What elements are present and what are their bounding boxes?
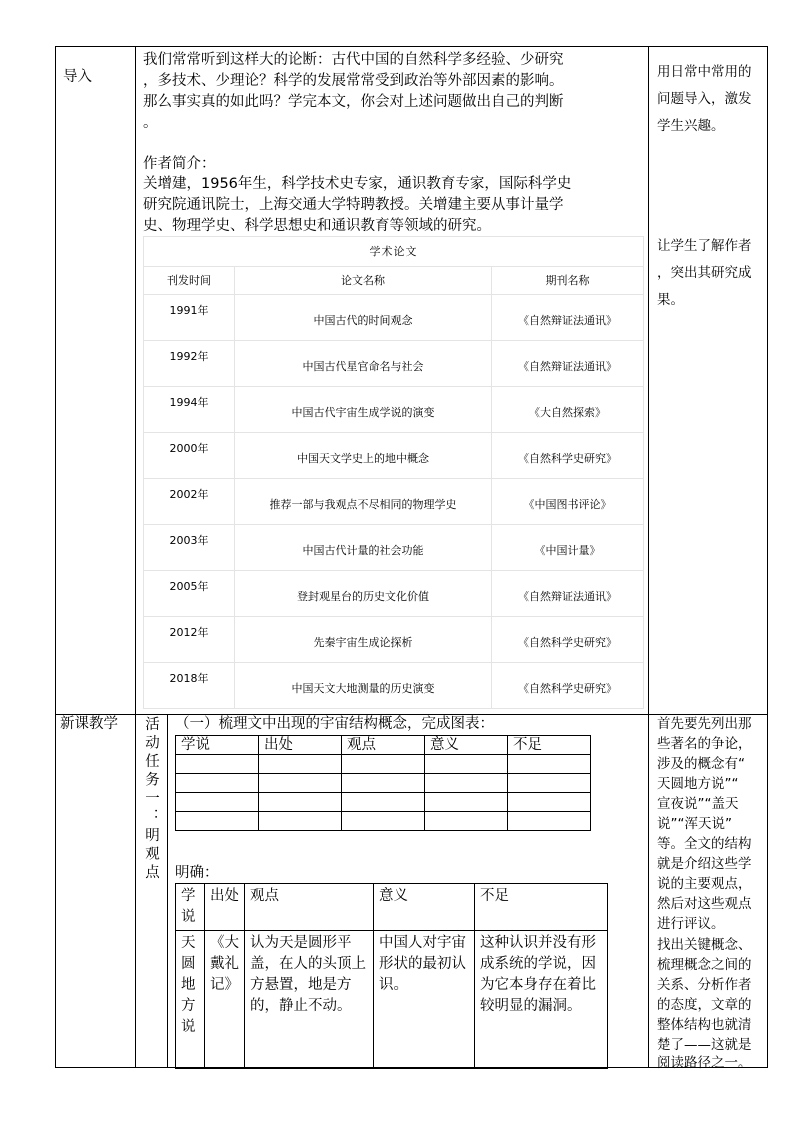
table-row [144, 295, 644, 341]
answer-table [175, 883, 608, 1069]
paper-title: 中国古代宇宙生成学说的演变 [291, 406, 435, 419]
intro-line: 我们常常听到这样大的论断：古代中国的自然科学多经验、少研究 [143, 52, 564, 68]
paper-title: 中国天文大地测量的历史演变 [291, 682, 435, 695]
papers-header: 期刊名称 [492, 267, 644, 295]
paper-title: 中国古代星官命名与社会 [302, 360, 424, 373]
grid-cell[interactable] [176, 774, 259, 793]
grid-cell[interactable] [425, 774, 508, 793]
paper-title: 先秦宇宙生成论探析 [313, 636, 413, 649]
note-line: 就是介绍这些学 [657, 856, 752, 872]
paper-year: 1992年 [169, 350, 209, 363]
frame-activity-col [167, 714, 168, 1068]
paper-journal: 《自然辩证法通讯》 [518, 590, 617, 603]
paper-journal: 《中国图书评论》 [523, 498, 612, 511]
grid-cell[interactable] [508, 812, 591, 831]
note-line: 阅读路径之一。 [657, 1055, 752, 1071]
table-row [144, 617, 644, 663]
table-row [144, 341, 644, 387]
answer-header: 学说 [176, 884, 205, 931]
grid-header: 学说 [176, 736, 259, 755]
note-line: 问题导入，激发 [657, 91, 752, 107]
frame-col-note [648, 46, 649, 1068]
grid-cell[interactable] [425, 755, 508, 774]
note-line: 楚了——这就是 [657, 1037, 752, 1053]
papers-header: 论文名称 [235, 267, 492, 295]
paper-journal: 《自然科学史研究》 [518, 452, 617, 465]
note-line: 些著名的争论， [657, 736, 752, 752]
grid-cell[interactable] [425, 812, 508, 831]
paper-journal: 《自然辩证法通讯》 [518, 360, 617, 373]
grid-cell[interactable] [176, 755, 259, 774]
clarify-label: 明确： [175, 865, 219, 881]
grid-header: 不足 [508, 736, 591, 755]
table-row [176, 931, 608, 1069]
paper-title: 中国古代计量的社会功能 [302, 544, 424, 557]
papers-caption: 学术论文 [144, 237, 644, 267]
answer-theory: 天圆地方说 [176, 931, 205, 1069]
intro-line: 那么事实真的如此吗？学完本文，你会对上述问题做出自己的判断 [143, 94, 564, 110]
author-line: 关增建，1956年生，科学技术史专家，通识教育专家，国际科学史 [143, 176, 572, 192]
paper-journal: 《中国计量》 [534, 544, 601, 557]
paper-year: 1994年 [169, 396, 209, 409]
paper-journal: 《自然科学史研究》 [518, 682, 617, 695]
frame-col1 [135, 46, 136, 1068]
note-line: 果。 [657, 292, 684, 308]
note-line: ，突出其研究成 [657, 265, 752, 281]
grid-header: 观点 [342, 736, 425, 755]
author-line: 研究院通讯院士，上海交通大学特聘教授。关增建主要从事计量学 [143, 197, 564, 213]
note-line: 的态度，文章的 [657, 997, 752, 1013]
author-line: 史、物理学史、科学思想史和通识教育等领域的研究。 [143, 218, 491, 234]
row-label-newlesson: 新课教学 [60, 716, 118, 732]
grid-cell[interactable] [508, 793, 591, 812]
note-line: 宣夜说”“盖天 [657, 796, 739, 812]
paper-year: 2012年 [169, 626, 209, 639]
answer-meaning: 中国人对宇宙形状的最初认识。 [374, 931, 475, 1069]
grid-header: 出处 [259, 736, 342, 755]
paper-journal: 《自然辩证法通讯》 [518, 314, 617, 327]
grid-cell[interactable] [342, 812, 425, 831]
papers-header: 刊发时间 [144, 267, 235, 295]
task-title: （一）梳理文中出现的宇宙结构概念，完成图表： [175, 716, 494, 732]
grid-header: 意义 [425, 736, 508, 755]
frame-right [767, 46, 768, 1068]
grid-cell[interactable] [259, 774, 342, 793]
table-row [144, 663, 644, 709]
note-line: 整体结构也就清 [657, 1017, 752, 1033]
grid-cell[interactable] [508, 755, 591, 774]
row-label-intro: 导入 [63, 69, 92, 85]
note-line: 让学生了解作者 [657, 238, 752, 254]
note-line: 进行评议。 [657, 916, 725, 932]
answer-header: 不足 [475, 884, 608, 931]
paper-year: 1991年 [169, 304, 209, 317]
activity-label: 活动任务一：明观点 [143, 716, 159, 883]
table-row [144, 479, 644, 525]
intro-line: 。 [143, 115, 158, 131]
note-line: 说”“浑天说” [657, 816, 732, 832]
paper-year: 2002年 [169, 488, 209, 501]
paper-journal: 《大自然探索》 [529, 406, 606, 419]
paper-year: 2003年 [169, 534, 209, 547]
grid-cell[interactable] [176, 793, 259, 812]
answer-source: 《大戴礼记》 [205, 931, 245, 1069]
answer-header: 意义 [374, 884, 475, 931]
grid-cell[interactable] [342, 755, 425, 774]
grid-cell[interactable] [425, 793, 508, 812]
answer-header: 观点 [245, 884, 374, 931]
answer-view: 认为天是圆形平盖，在人的头顶上方悬置，地是方的，静止不动。 [245, 931, 374, 1069]
papers-table [143, 236, 644, 709]
note-line: 用日常中常用的 [657, 64, 752, 80]
note-line: 天圆地方说”“ [657, 776, 739, 792]
grid-cell[interactable] [342, 774, 425, 793]
paper-title: 登封观星台的历史文化价值 [297, 590, 429, 603]
paper-journal: 《自然科学史研究》 [518, 636, 617, 649]
answer-header: 出处 [205, 884, 245, 931]
blank-grid [175, 735, 591, 831]
grid-cell[interactable] [259, 755, 342, 774]
note-line: 首先要先列出那 [657, 716, 752, 732]
answer-shortcoming: 这种认识并没有形成系统的学说，因为它本身存在着比较明显的漏洞。 [475, 931, 608, 1069]
note-line: 然后对这些观点 [657, 896, 752, 912]
author-title: 作者简介： [143, 156, 216, 172]
grid-cell[interactable] [259, 812, 342, 831]
frame-left [55, 46, 56, 1068]
paper-title: 中国天文学史上的地中概念 [297, 452, 429, 465]
table-row [144, 433, 644, 479]
note-line: 等。全文的结构 [657, 836, 752, 852]
grid-cell[interactable] [342, 793, 425, 812]
table-row [144, 525, 644, 571]
paper-title: 中国古代的时间观念 [313, 314, 413, 327]
note-line: 涉及的概念有“ [657, 756, 745, 772]
grid-cell[interactable] [259, 793, 342, 812]
table-row [144, 571, 644, 617]
paper-year: 2000年 [169, 442, 209, 455]
note-line: 学生兴趣。 [657, 118, 725, 134]
note-line: 关系、分析作者 [657, 977, 752, 993]
grid-cell[interactable] [176, 812, 259, 831]
frame-top [55, 46, 768, 47]
intro-line: ，多技术、少理论？科学的发展常常受到政治等外部因素的影响。 [143, 73, 564, 89]
paper-year: 2005年 [169, 580, 209, 593]
paper-year: 2018年 [169, 672, 209, 685]
note-line: 梳理概念之间的 [657, 957, 752, 973]
note-line: 找出关键概念、 [657, 937, 752, 953]
table-row [144, 387, 644, 433]
grid-cell[interactable] [508, 774, 591, 793]
paper-title: 推荐一部与我观点不尽相同的物理学史 [269, 498, 457, 511]
note-line: 说的主要观点， [657, 876, 752, 892]
